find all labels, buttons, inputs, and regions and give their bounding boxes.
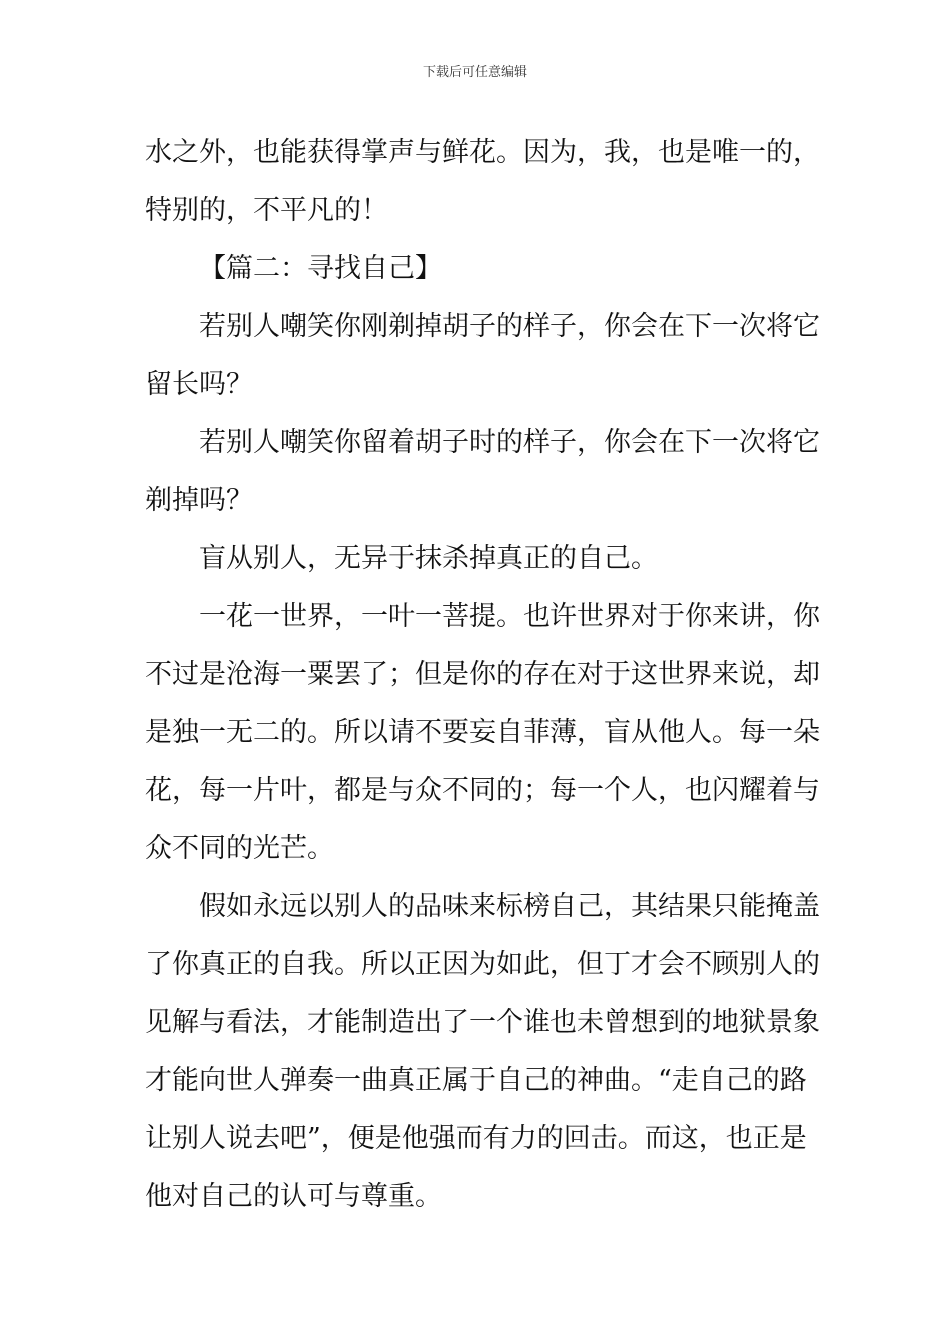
text-line: 才能向世人弹奏一曲真正属于自己的神曲。“走自己的路: [145, 1065, 807, 1096]
text-line: 了你真正的自我。所以正因为如此，但丁才会不顾别人的: [145, 949, 820, 980]
text-line: 他对自己的认可与尊重。: [145, 1181, 442, 1212]
text-line: 让别人说去吧”，便是他强而有力的回击。而这，也正是: [145, 1123, 807, 1154]
text-line: 假如永远以别人的品味来标榜自己，其结果只能掩盖: [199, 891, 820, 922]
text-line: 一花一世界，一叶一菩提。也许世界对于你来讲，你: [199, 601, 820, 632]
text-line: 花，每一片叶，都是与众不同的；每一个人，也闪耀着与: [145, 775, 820, 806]
text-line: 留长吗？: [145, 369, 253, 400]
section-heading: 【篇二：寻找自己】: [199, 253, 442, 284]
text-line: 特别的，不平凡的！: [145, 195, 388, 226]
text-line: 众不同的光芒。: [145, 833, 334, 864]
text-line: 盲从别人，无异于抹杀掉真正的自己。: [199, 543, 658, 574]
text-line: 见解与看法，才能制造出了一个谁也未曾想到的地狱景象: [145, 1007, 820, 1038]
text-line: 若别人嘲笑你留着胡子时的样子，你会在下一次将它: [199, 427, 820, 458]
text-line: 水之外，也能获得掌声与鲜花。因为，我，也是唯一的，: [145, 137, 820, 168]
document-body: [145, 124, 820, 1226]
text-line: 不过是沧海一粟罢了；但是你的存在对于这世界来说，却: [145, 659, 820, 690]
text-line: 是独一无二的。所以请不要妄自菲薄，盲从他人。每一朵: [145, 717, 820, 748]
text-line: 剃掉吗？: [145, 485, 253, 516]
text-line: 若别人嘲笑你刚剃掉胡子的样子，你会在下一次将它: [199, 311, 820, 342]
page-header: 下载后可任意编辑: [422, 65, 527, 80]
